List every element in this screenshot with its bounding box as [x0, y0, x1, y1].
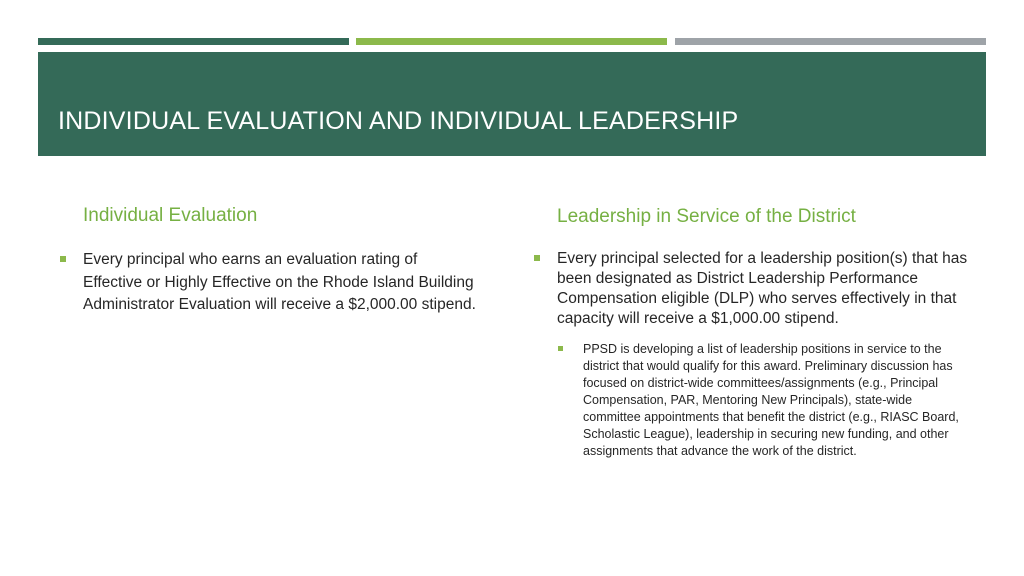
right-column-heading: Leadership in Service of the District: [557, 206, 856, 227]
left-bullet-item: [58, 249, 478, 317]
accent-bar-light-green: [356, 38, 667, 45]
accent-bar-gray: [675, 38, 986, 45]
right-sub-bullet-item: [558, 341, 972, 460]
right-bullet-text: Every principal selected for a leadership position(s) that has been designated as District Leadership Performance Compensation eligible (DLP) who serves effectively in that capacity will receive a $1,000.00 stipend.: [557, 250, 968, 327]
accent-bar-dark-green: [38, 38, 349, 45]
slide-title: INDIVIDUAL EVALUATION AND INDIVIDUAL LEADERSHIP: [58, 107, 739, 135]
title-band: [38, 52, 986, 156]
left-column: [58, 204, 478, 317]
square-bullet-icon: [534, 255, 540, 261]
square-bullet-icon: [558, 346, 563, 351]
right-bullet-item: [532, 249, 972, 329]
square-bullet-icon: [60, 256, 66, 262]
right-sub-bullet-text: PPSD is developing a list of leadership positions in service to the district that would qualify for this award. Preliminary discussion has focused on district-wide committees/assignments (e.g., Principal Compensation, PAR, Mentoring New Principals), state-wide committee appointments that benefit the district (e.g., RIASC Board, Scholastic League), leadership in securing new funding, and other assignments that advance the work of the district.: [583, 342, 959, 458]
right-column: [532, 205, 972, 460]
left-column-heading: Individual Evaluation: [83, 205, 258, 226]
left-bullet-text: Every principal who earns an evaluation rating of Effective or Highly Effective on the Rhode Island Building Administrator Evaluation will receive a $2,000.00 stipend.: [83, 251, 476, 313]
